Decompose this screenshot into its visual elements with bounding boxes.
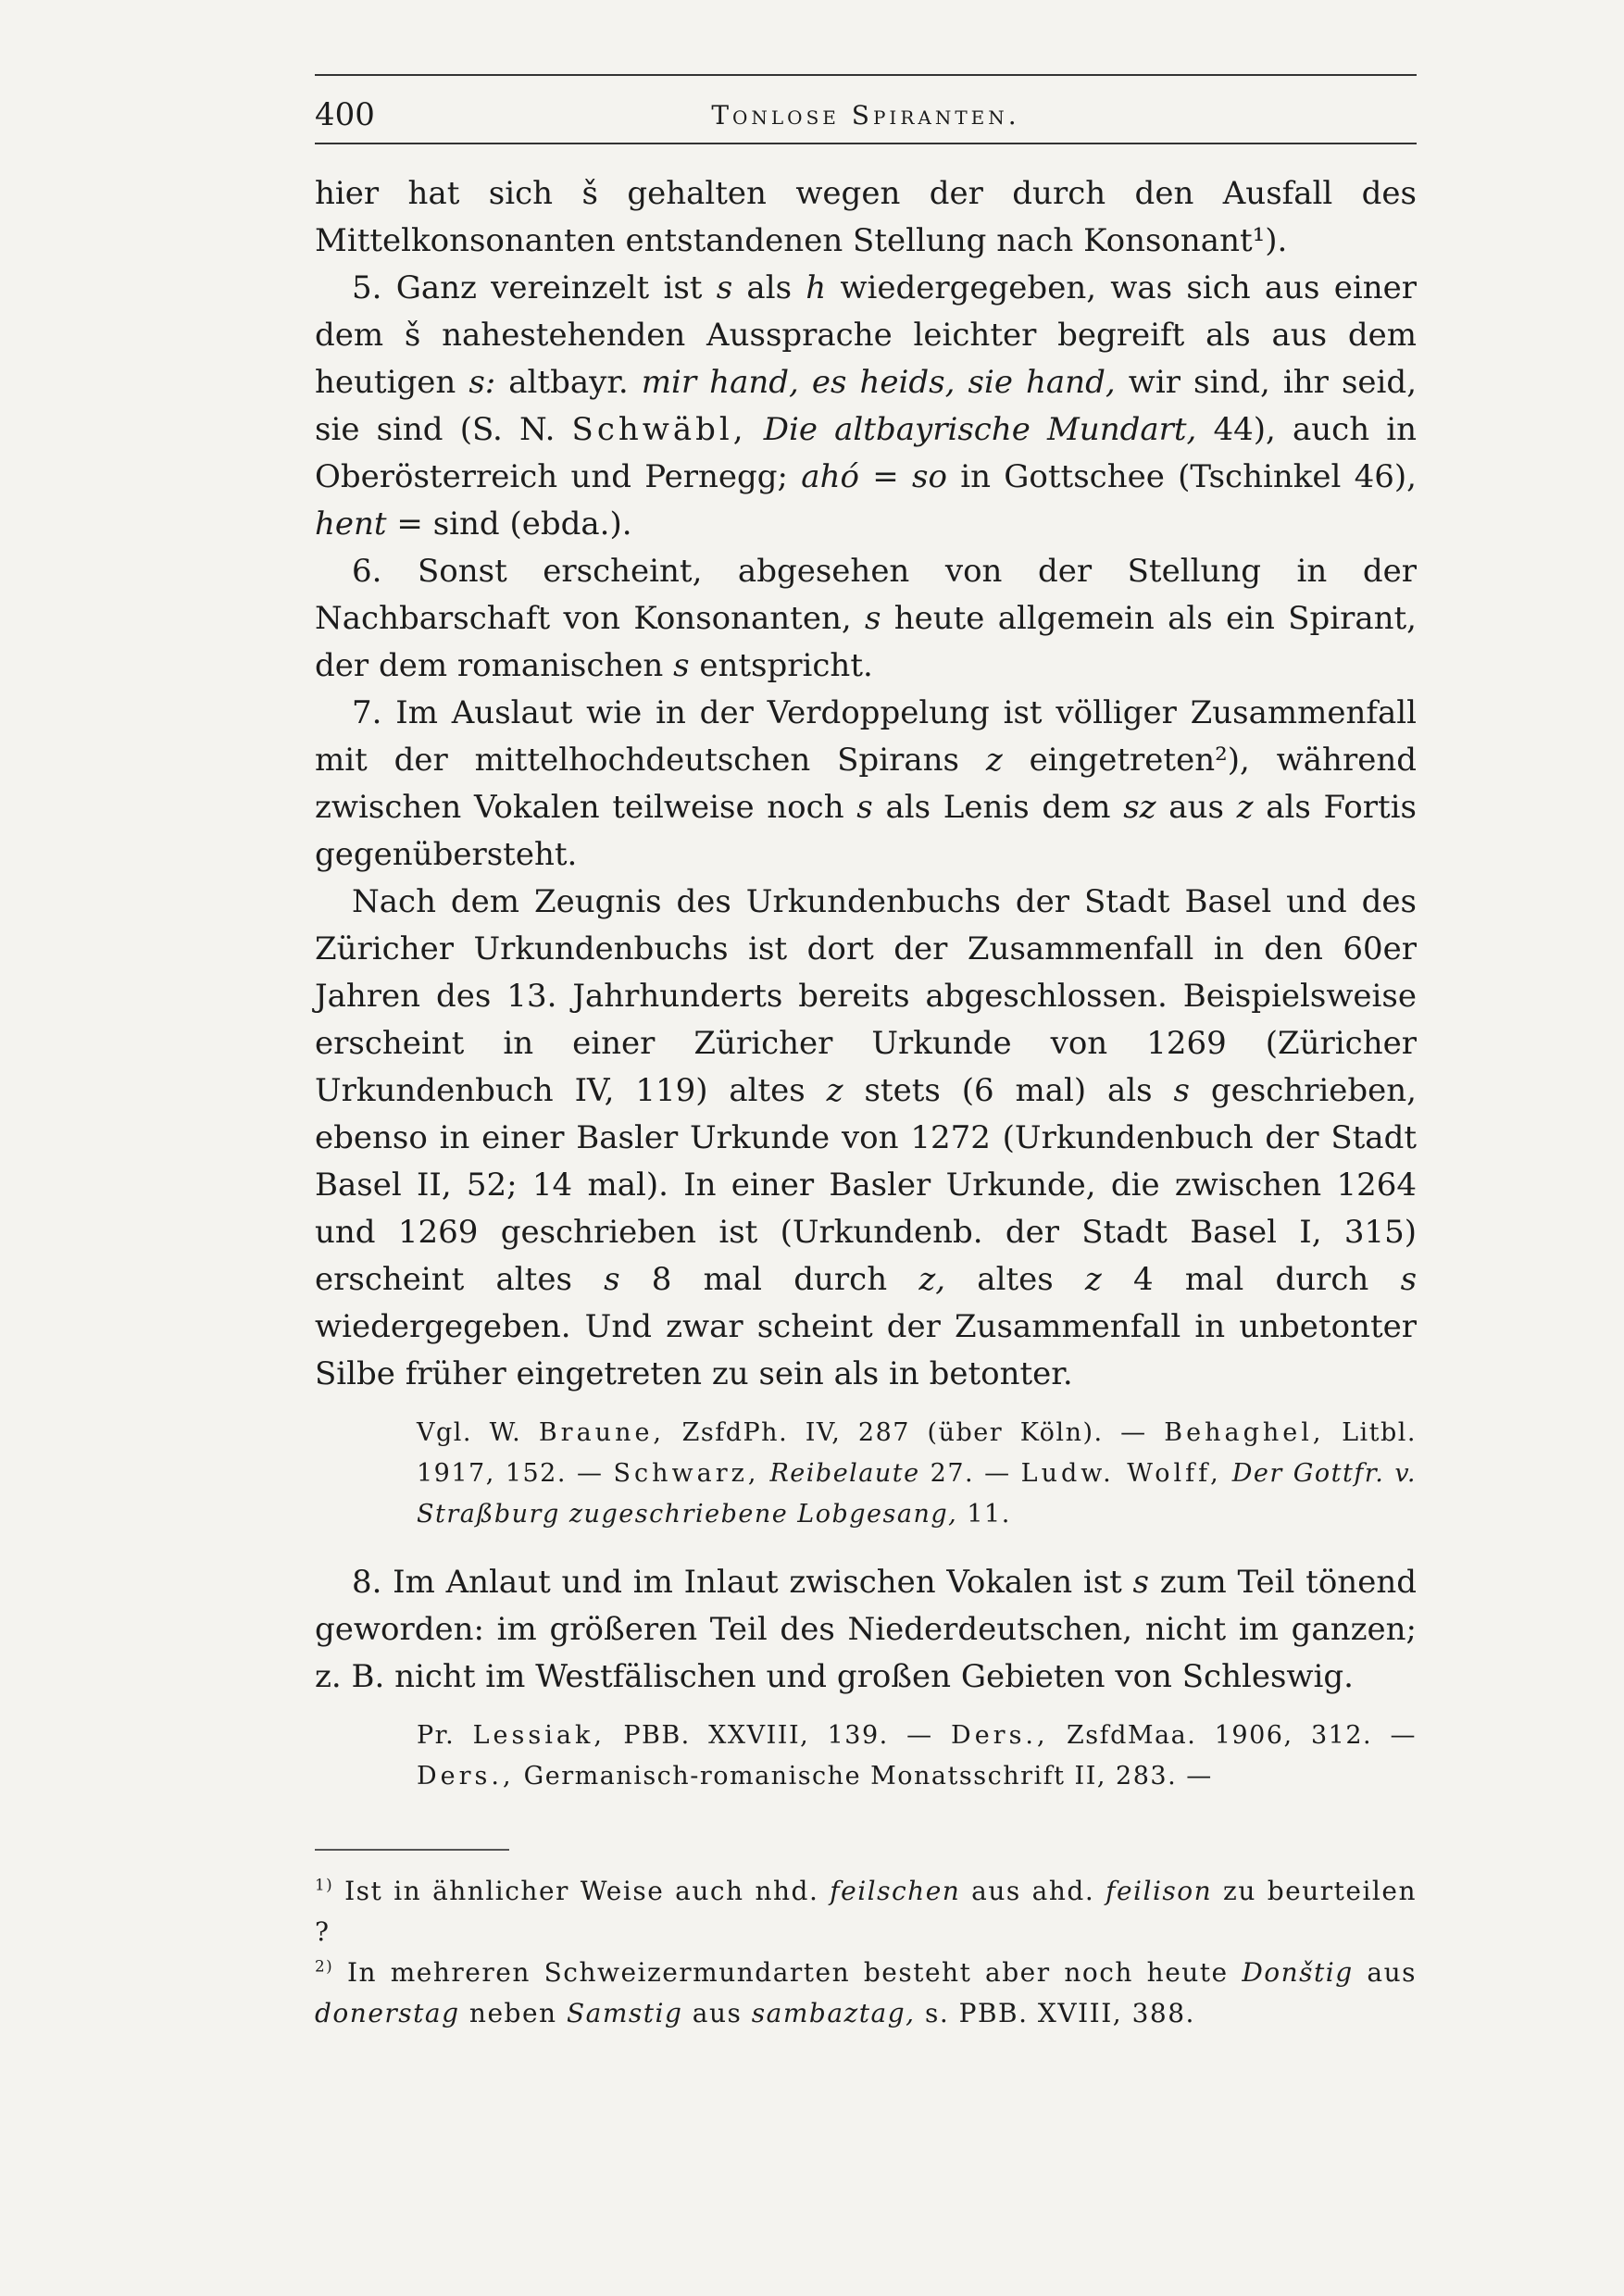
footnote-1: $^{1)}$ Ist in ähnlicher Weise auch nhd. feilschen aus ahd. feilison zu beurteilen ?: [315, 1875, 1417, 1947]
paragraph-5: 5. Ganz vereinzelt ist s als h wiedergegeben, was sich aus einer dem š nahestehenden Aussprache leichter begreift als aus dem heutigen s: altbayr. mir hand, es heids, sie hand, wir sind, ihr seid, sie sind (S. N. Schwäbl, Die altbayrische Mundart, 44), auch in Oberösterreich und Pernegg; ahó = so in Gottschee (Tschinkel 46), hent = sind (ebda.).: [315, 269, 1418, 543]
running-head: Tonlose Spiranten.: [711, 100, 1020, 131]
page-header: [315, 96, 1417, 139]
paragraph-zeugnis: Nach dem Zeugnis des Urkundenbuchs der Stadt Basel und des Züricher Urkundenbuchs ist dort der Zusammenfall in den 60er Jahren des 13. Jahrhunderts bereits abgeschlossen. Beispielsweise erscheint in einer Züricher Urkunde von 1269 (Züricher Urkundenbuch IV, 119) altes z stets (6 mal) als s geschrieben, ebenso in einer Basler Urkunde von 1272 (Urkundenbuch der Stadt Basel II, 52; 14 mal). In einer Basler Urkunde, die zwischen 1264 und 1269 geschrieben ist (Urkundenb. der Stadt Basel I, 315) erscheint altes s 8 mal durch z, altes z 4 mal durch s wiedergegeben. Und zwar scheint der Zusammenfall in unbetonter Silbe früher eingetreten zu sein als in betonter.: [315, 883, 1418, 1392]
header-rule-bottom: [315, 143, 1417, 144]
paragraph-continuation: hier hat sich š gehalten wegen der durch den Ausfall des Mittelkonsonanten entstandenen Stellung nach Konsonant¹).: [315, 175, 1417, 259]
reference-note-2: Pr. Lessiak, PBB. XXVIII, 139. — Ders., ZsfdMaa. 1906, 312. — Ders., Germanisch-romanische Monatsschrift II, 283. —: [417, 1721, 1417, 1791]
footnote-rule: [315, 1849, 509, 1851]
page: [315, 74, 1417, 2034]
footnote-2: $^{2)}$ In mehreren Schweizermundarten besteht aber noch heute Donštig aus donerstag neben Samstig aus sambaztag, s. PBB. XVIII, 388.: [315, 1956, 1417, 2028]
paragraph-7: 7. Im Auslaut wie in der Verdoppelung ist völliger Zusammenfall mit der mittelhochdeutschen Spirans z eingetreten²), während zwischen Vokalen teilweise noch s als Lenis dem sz aus z als Fortis gegenübersteht.: [315, 694, 1417, 873]
reference-note-1: Vgl. W. Braune, ZsfdPh. IV, 287 (über Köln). — Behaghel, Litbl. 1917, 152. — Schwarz, Reibelaute 27. — Ludw. Wolff, Der Gottfr. v. Straßburg zugeschriebene Lobgesang, 11.: [417, 1418, 1418, 1529]
paragraph-8: 8. Im Anlaut und im Inlaut zwischen Vokalen ist s zum Teil tönend geworden: im größeren Teil des Niederdeutschen, nicht im ganzen; z. B. nicht im Westfälischen und großen Gebieten von Schleswig.: [315, 1564, 1417, 1695]
page-number: 400: [315, 96, 375, 133]
header-rule-top: [315, 74, 1417, 76]
paragraph-6: 6. Sonst erscheint, abgesehen von der Stellung in der Nachbarschaft von Konsonanten, s heute allgemein als ein Spirant, der dem romanischen s entspricht.: [315, 553, 1417, 684]
